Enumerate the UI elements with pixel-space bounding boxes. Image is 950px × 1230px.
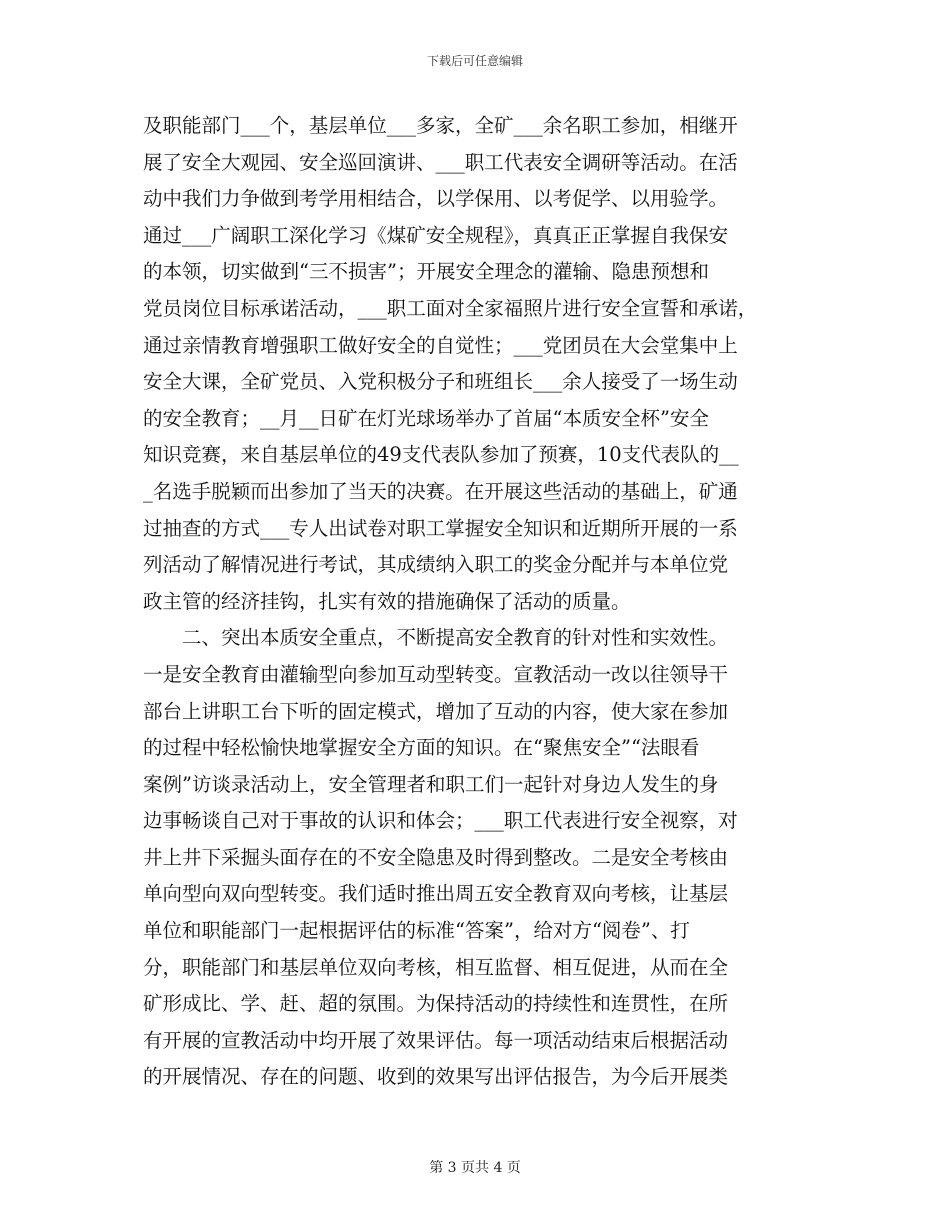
text-line: 知识竞赛，来自基层单位的49支代表队参加了预赛，10支代表队的__ <box>143 443 739 467</box>
text-line: 过抽查的方式___专人出试卷对职工掌握安全知识和近期所开展的一系 <box>143 516 738 540</box>
text-line: 的安全教育；__月__日矿在灯光球场举办了首届“本质安全杯”安全 <box>143 406 709 430</box>
page-footer: 第 3 页共 4 页 <box>429 1160 521 1176</box>
text-line: 的过程中轻松愉快地掌握安全方面的知识。在“聚焦安全”“法眼看 <box>143 736 700 760</box>
text-line: 井上井下采掘头面存在的不安全隐患及时得到整改。二是安全考核由 <box>143 845 729 869</box>
text-line: 矿形成比、学、赶、超的氛围。为保持活动的持续性和连贯性，在所 <box>143 992 729 1016</box>
text-line: 政主管的经济挂钩，扎实有效的措施确保了活动的质量。 <box>143 589 631 613</box>
text-line: 及职能部门___个，基层单位___多家，全矿___余名职工参加，相继开 <box>143 114 738 137</box>
text-line: 有开展的宣教活动中均开展了效果评估。每一项活动结束后根据活动 <box>143 1028 729 1052</box>
text-line: 案例”访谈录活动上，安全管理者和职工们一起针对身边人发生的身 <box>143 772 719 796</box>
text-line: _名选手脱颖而出参加了当天的决赛。在开展这些活动的基础上，矿通 <box>143 479 738 503</box>
text-line: 安全大课，全矿党员、入党积极分子和班组长___余人接受了一场生动 <box>143 370 738 394</box>
page-header: 下载后可任意编辑 <box>426 54 523 68</box>
text-line: 单位和职能部门一起根据评估的标准“答案”，给对方“阅卷”、打 <box>143 919 690 943</box>
text-line: 通过亲情教育增强职工做好安全的自觉性；___党团员在大会堂集中上 <box>143 333 738 357</box>
body-text <box>143 108 823 1096</box>
text-line: 部台上讲职工台下听的固定模式，增加了互动的内容，使大家在参加 <box>143 699 729 723</box>
text-line: 列活动了解情况进行考试，其成绩纳入职工的奖金分配并与本单位党 <box>143 553 729 577</box>
text-line: 分，职能部门和基层单位双向考核，相互监督、相互促进，从而在全 <box>143 955 729 979</box>
text-line: 单向型向双向型转变。我们适时推出周五安全教育双向考核，让基层 <box>143 882 729 906</box>
text-line: 动中我们力争做到考学用相结合，以学保用、以考促学、以用验学。 <box>143 187 729 211</box>
text-line: 一是安全教育由灌输型向参加互动型转变。宣教活动一改以往领导干 <box>143 662 729 686</box>
text-line: 党员岗位目标承诺活动，___职工面对全家福照片进行安全宣誓和承诺， <box>143 296 758 320</box>
text-line: 边事畅谈自己对于事故的认识和体会；___职工代表进行安全视察，对 <box>143 809 738 833</box>
text-line: 的本领，切实做到“三不损害”；开展安全理念的灌输、隐患预想和 <box>143 260 709 284</box>
text-line: 的开展情况、存在的问题、收到的效果写出评估报告，为今后开展类 <box>143 1065 729 1089</box>
text-line: 展了安全大观园、安全巡回演讲、___职工代表安全调研等活动。在活 <box>143 150 738 174</box>
section-heading: 二、突出本质安全重点，不断提高安全教育的针对性和实效性。 <box>182 626 729 650</box>
text-line: 通过___广阔职工深化学习《煤矿安全规程》，真真正正掌握自我保安 <box>143 223 729 247</box>
